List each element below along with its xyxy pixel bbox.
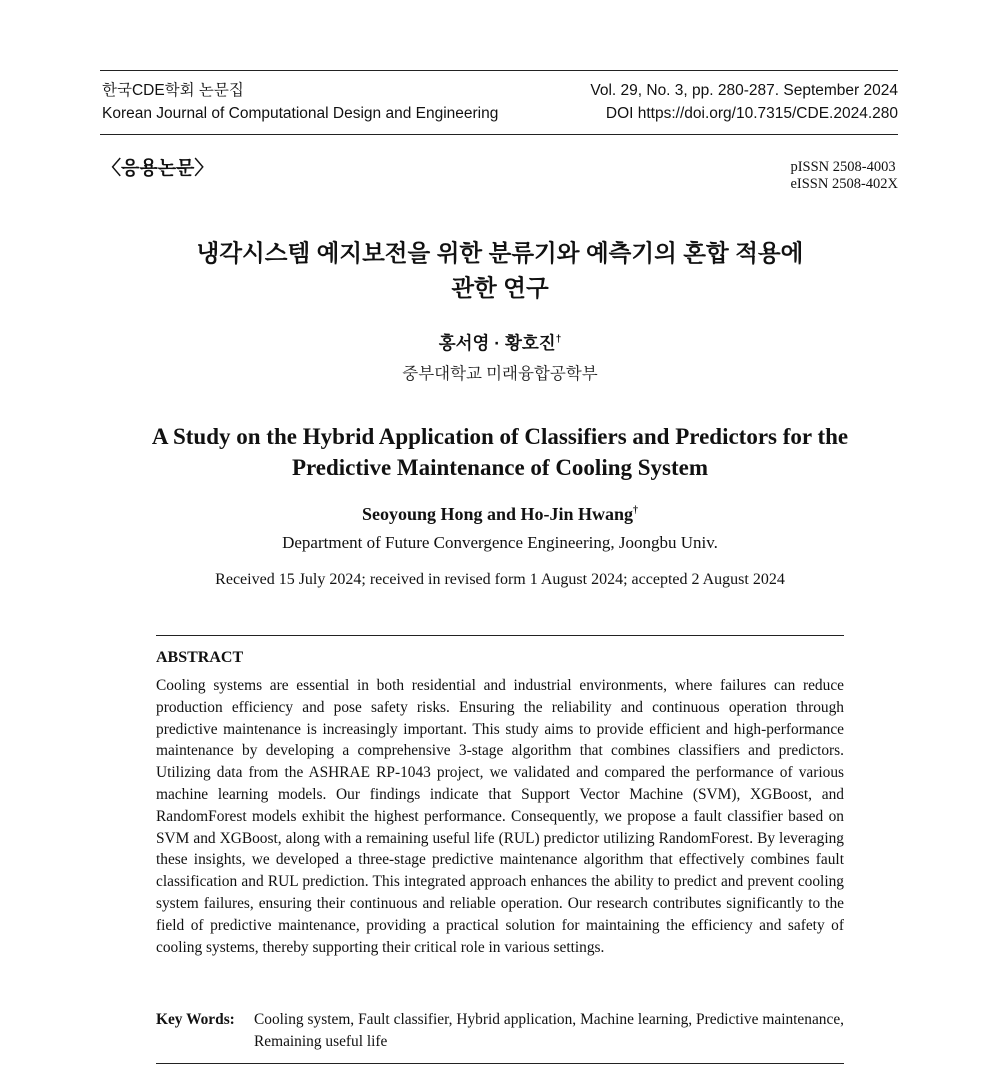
corresponding-author-mark-en: † bbox=[633, 505, 639, 516]
article-type: 〈응용논문〉 bbox=[102, 158, 214, 179]
volume-info: Vol. 29, No. 3, pp. 280-287. September 2024 bbox=[590, 82, 898, 99]
abstract-top-rule bbox=[156, 635, 844, 636]
journal-name-en: Korean Journal of Computational Design and Engineering bbox=[102, 105, 499, 122]
korean-affiliation: 중부대학교 미래융합공학부 bbox=[402, 364, 598, 383]
print-issn: pISSN 2508-4003 bbox=[790, 159, 896, 175]
english-title-line2: Predictive Maintenance of Cooling System bbox=[291, 455, 709, 480]
korean-title-line1: 냉각시스템 예지보전을 위한 분류기와 예측기의 혼합 적용에 bbox=[196, 240, 804, 266]
electronic-issn: eISSN 2508-402X bbox=[790, 176, 898, 192]
english-title bbox=[100, 421, 900, 483]
received-dates: Received 15 July 2024; received in revised form 1 August 2024; accepted 2 August 2024 bbox=[215, 571, 785, 588]
korean-title-line2: 관한 연구 bbox=[451, 275, 549, 301]
doi-link[interactable]: DOI https://doi.org/10.7315/CDE.2024.280 bbox=[605, 105, 898, 122]
korean-title bbox=[0, 236, 1000, 306]
english-authors bbox=[0, 504, 1000, 525]
english-affiliation: Department of Future Convergence Engineering, Joongbu Univ. bbox=[282, 533, 718, 552]
korean-author-names: 홍서영 · 황호진 bbox=[438, 333, 556, 353]
corresponding-author-mark: † bbox=[555, 334, 562, 346]
journal-name bbox=[102, 79, 498, 125]
english-title-line1: A Study on the Hybrid Application of Classifiers and Predictors for the bbox=[151, 424, 849, 449]
korean-authors bbox=[0, 330, 1000, 355]
keywords-label: Key Words: bbox=[156, 1011, 235, 1028]
english-author-names: Seoyoung Hong and Ho-Jin Hwang bbox=[361, 504, 634, 524]
abstract-text: Cooling systems are essential in both residential and industrial environments, where failures can reduce production efficiency and pose safety risks. Ensuring the reliability and continuous operation through predictive maintenance is increasingly important. This study aims to provide efficient and high-performance maintenance by developing a comprehensive 3-stage algorithm that combines classifiers and predictors. Utilizing data from the ASHRAE RP-1043 project, we validated and compared the performance of various machine learning models. Our findings indicate that Support Vector Machine (SVM), XGBoost, and RandomForest models exhibit the highest performance. Consequently, we propose a fault classifier based on SVM and XGBoost, along with a remaining useful life (RUL) predictor utilizing RandomForest. By leveraging these insights, we developed a three-stage predictive maintenance algorithm that effectively combines fault classification and RUL prediction. This integrated approach enhances the ability to predict and prevent cooling system failures, ensuring their continuous and reliable operation. Our research contributes significantly to the field of predictive maintenance, providing a practical solution for maintaining the efficiency and safety of cooling systems, thereby supporting their critical role in various settings. bbox=[156, 677, 844, 956]
keywords-text: Cooling system, Fault classifier, Hybrid application, Machine learning, Predictive maintenance, Remaining useful life bbox=[254, 1011, 844, 1050]
header-top-rule bbox=[100, 70, 898, 71]
publication-info bbox=[590, 79, 898, 125]
journal-name-kr: 한국CDE학회 논문집 bbox=[102, 82, 244, 99]
abstract-bottom-rule bbox=[156, 1063, 844, 1064]
header-bottom-rule bbox=[100, 134, 898, 135]
issn-block bbox=[790, 159, 898, 193]
abstract-heading: ABSTRACT bbox=[156, 649, 244, 666]
